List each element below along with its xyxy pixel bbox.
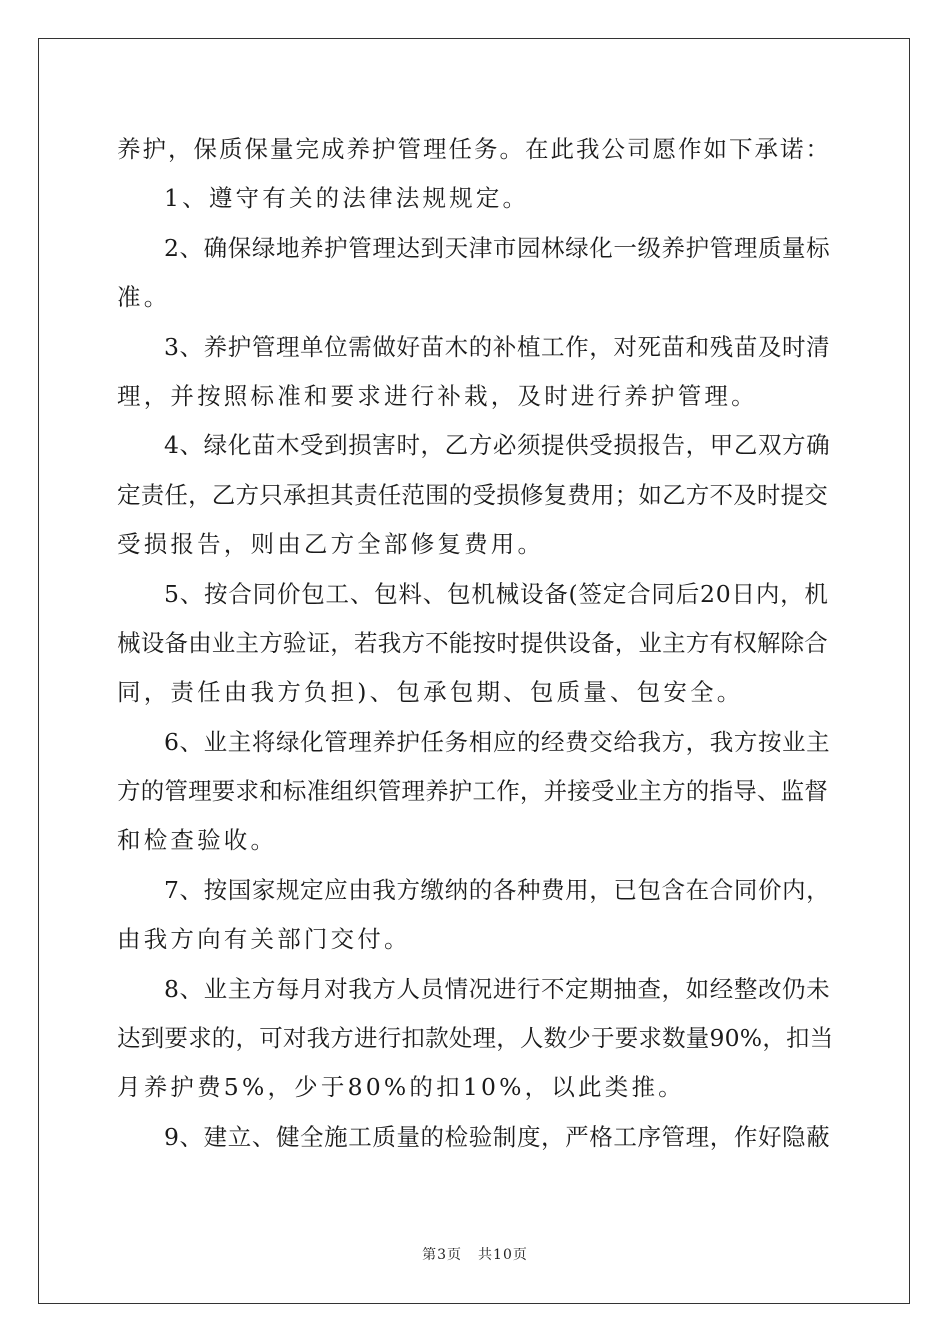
text-line: 定责任，乙方只承担其责任范围的受损修复费用；如乙方不及时提交 <box>117 480 828 509</box>
text-line: 8、业主方每月对我方人员情况进行不定期抽查，如经整改仍未 <box>164 974 831 1003</box>
text-line: 7、按国家规定应由我方缴纳的各种费用，已包含在合同价内， <box>164 875 831 904</box>
document-body <box>117 125 833 1162</box>
page-number: 第3页 <box>422 1247 463 1263</box>
text-line: 械设备由业主方验证，若我方不能按时提供设备，业主方有权解除合 <box>117 628 828 657</box>
text-line: 理，并按照标准和要求进行补栽，及时进行养护管理。 <box>117 381 758 410</box>
text-line: 同，责任由我方负担)、包承包期、包质量、包安全。 <box>117 678 744 707</box>
text-line: 和检查验收。 <box>117 826 278 855</box>
text-line: 6、业主将绿化管理养护任务相应的经费交给我方，我方按业主 <box>164 727 831 756</box>
text-line: 达到要求的，可对我方进行扣款处理，人数少于要求数量90%，扣当 <box>117 1024 834 1053</box>
text-line: 准。 <box>117 283 171 312</box>
text-line: 受损报告，则由乙方全部修复费用。 <box>117 530 545 559</box>
text-line: 1、遵守有关的法律法规规定。 <box>164 184 530 213</box>
text-line: 月养护费5%，少于80%的扣10%，以此类推。 <box>117 1073 685 1102</box>
text-line: 3、养护管理单位需做好苗木的补植工作，对死苗和残苗及时清 <box>164 332 831 361</box>
text-line: 由我方向有关部门交付。 <box>117 925 411 954</box>
text-line: 5、按合同价包工、包料、包机械设备(签定合同后20日内，机 <box>164 579 829 608</box>
page-total: 共10页 <box>478 1247 528 1263</box>
text-line: 4、绿化苗木受到损害时，乙方必须提供受损报告，甲乙双方确 <box>164 431 831 460</box>
text-line: 2、确保绿地养护管理达到天津市园林绿化一级养护管理质量标 <box>164 233 831 262</box>
text-line: 养护，保质保量完成养护管理任务。在此我公司愿作如下承诺： <box>117 135 831 163</box>
text-line: 方的管理要求和标准组织管理养护工作，并接受业主方的指导、监督 <box>117 777 828 806</box>
text-line: 9、建立、健全施工质量的检验制度，严格工序管理，作好隐蔽 <box>164 1122 831 1151</box>
page-footer <box>0 1244 950 1264</box>
